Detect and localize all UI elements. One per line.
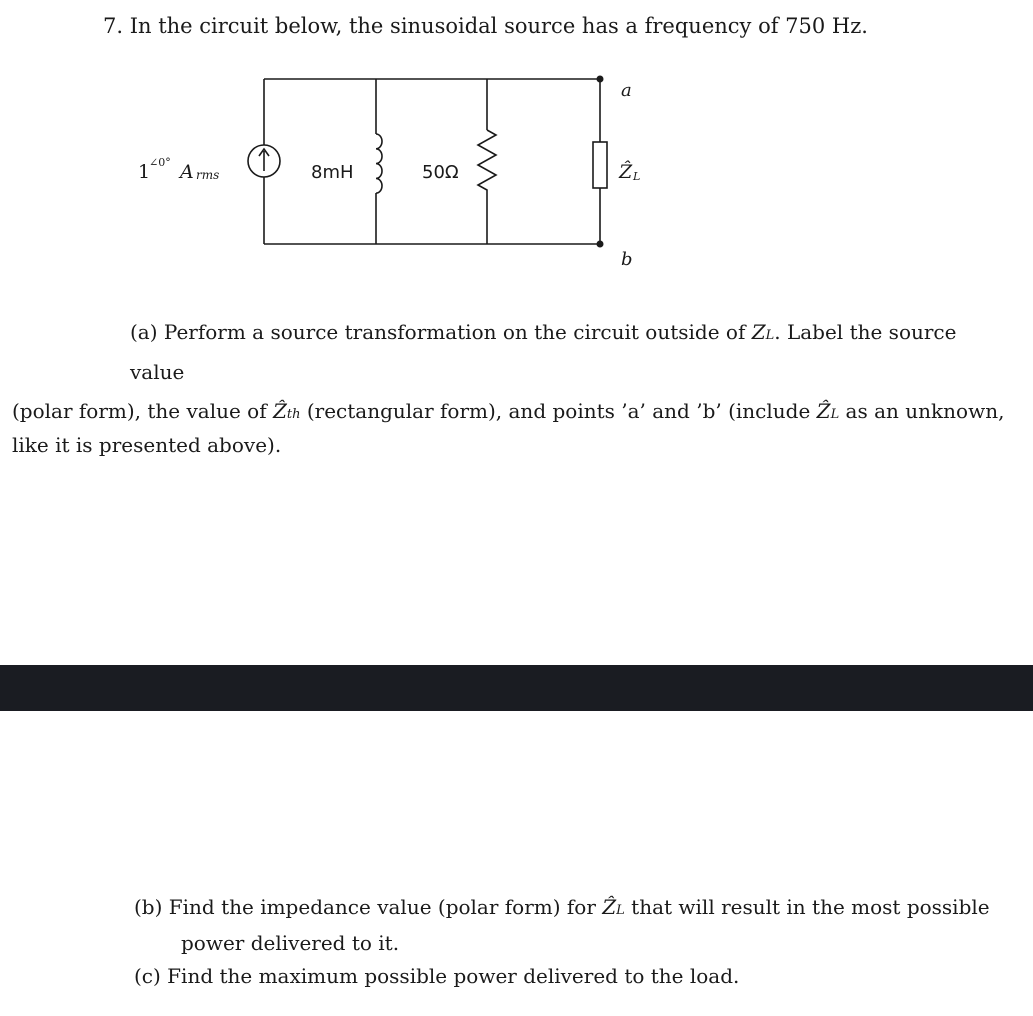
z-symbol: Z [751, 320, 766, 344]
node-b-dot [597, 241, 604, 248]
inductor-icon [376, 134, 382, 193]
part-a-line-2: (polar form), the value of Ẑth (rectangular form), and points ’a’ and ’b’ (include ẐL as an unknown, [12, 399, 1005, 423]
dark-band [0, 665, 1033, 711]
part-a-line-1: (a) Perform a source transformation on the circuit outside of ZL. Label the source value [130, 320, 957, 384]
source-angle-label: ∠0° [149, 156, 171, 169]
part-b-text [134, 891, 1014, 959]
resistor-label: 50Ω [422, 162, 459, 183]
source-magnitude-label: 1 [138, 161, 151, 183]
inductor-label: 8mH [311, 162, 354, 183]
part-a-line-3: like it is presented above). [12, 433, 282, 457]
part-b-line-2: power delivered to it. [181, 931, 400, 955]
load-label: Ẑ [619, 161, 633, 183]
load-sub: L [633, 170, 641, 183]
source-unit-label: A [180, 161, 194, 183]
source-arrow-icon [259, 149, 269, 171]
part-c-text: (c) Find the maximum possible power delivered to the load. [134, 964, 740, 988]
node-a-label: a [621, 80, 632, 101]
part-a-text [12, 314, 1012, 460]
zl-symbol-b: Ẑ [602, 895, 617, 919]
circuit-diagram [0, 60, 700, 275]
node-a-dot [597, 76, 604, 83]
zl-symbol: Ẑ [816, 399, 831, 423]
resistor-icon [478, 130, 496, 196]
load-impedance-icon [593, 142, 607, 188]
zth-symbol: Ẑ [272, 399, 287, 423]
problem-title: 7. In the circuit below, the sinusoidal source has a frequency of 750 Hz. [103, 14, 868, 38]
node-b-label: b [621, 249, 633, 270]
source-unit-sub: rms [196, 168, 220, 182]
part-b-line-1: (b) Find the impedance value (polar form) for ẐL that will result in the most possible [134, 895, 990, 919]
